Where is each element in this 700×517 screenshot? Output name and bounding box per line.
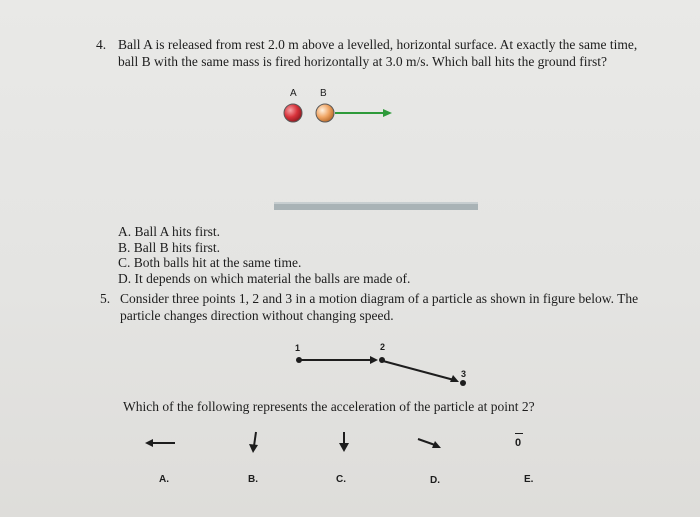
option-c[interactable]: C. Both balls hit at the same time. [118, 255, 302, 270]
choice-b-down-arrow-icon [249, 432, 258, 453]
choice-d-diagonal-arrow-icon [418, 439, 441, 448]
velocity-arrow-icon [335, 109, 392, 117]
ball-a [284, 104, 302, 122]
question-5-text: Consider three points 1, 2 and 3 in a motion diagram of a particle as shown in figure below. The particle changes direction without changing speed. [120, 291, 639, 323]
choice-a-label[interactable]: A. [159, 474, 169, 485]
choice-d-label[interactable]: D. [430, 475, 440, 486]
option-a[interactable]: A. Ball A hits first. [118, 224, 221, 239]
choice-e-label[interactable]: E. [524, 474, 534, 485]
question-4-number: 4. [96, 37, 107, 52]
option-b[interactable]: B. Ball B hits first. [118, 239, 221, 255]
point-2-label: 2 [380, 342, 386, 352]
question-5-prompt: Which of the following represents the acceleration of the particle at point 2? [123, 399, 535, 414]
question-5-number: 5. [100, 291, 111, 306]
point-1-label: 1 [295, 343, 301, 353]
option-d[interactable]: D. It depends on which material the balls are made of. [118, 270, 411, 286]
zero-vector-icon: 0 [515, 437, 521, 449]
ball-a-label: A [290, 88, 297, 99]
choice-c-label[interactable]: C. [336, 474, 346, 485]
ball-b-label: B [320, 88, 327, 99]
choice-a-left-arrow-icon [145, 439, 175, 447]
choice-b-label[interactable]: B. [248, 474, 258, 485]
motion-diagram [296, 356, 466, 386]
ball-b [316, 104, 334, 122]
choice-c-down-arrow-icon [339, 432, 349, 452]
question-4-options [118, 224, 410, 286]
question-4-text: Ball A is released from rest 2.0 m above a levelled, horizontal surface. At exactly the same time, ball B with the same mass is fired horizontally at 3.0 m/s. Which ball hits the ground first? [118, 37, 638, 69]
point-3-label: 3 [461, 369, 467, 379]
ground-surface [274, 202, 478, 210]
